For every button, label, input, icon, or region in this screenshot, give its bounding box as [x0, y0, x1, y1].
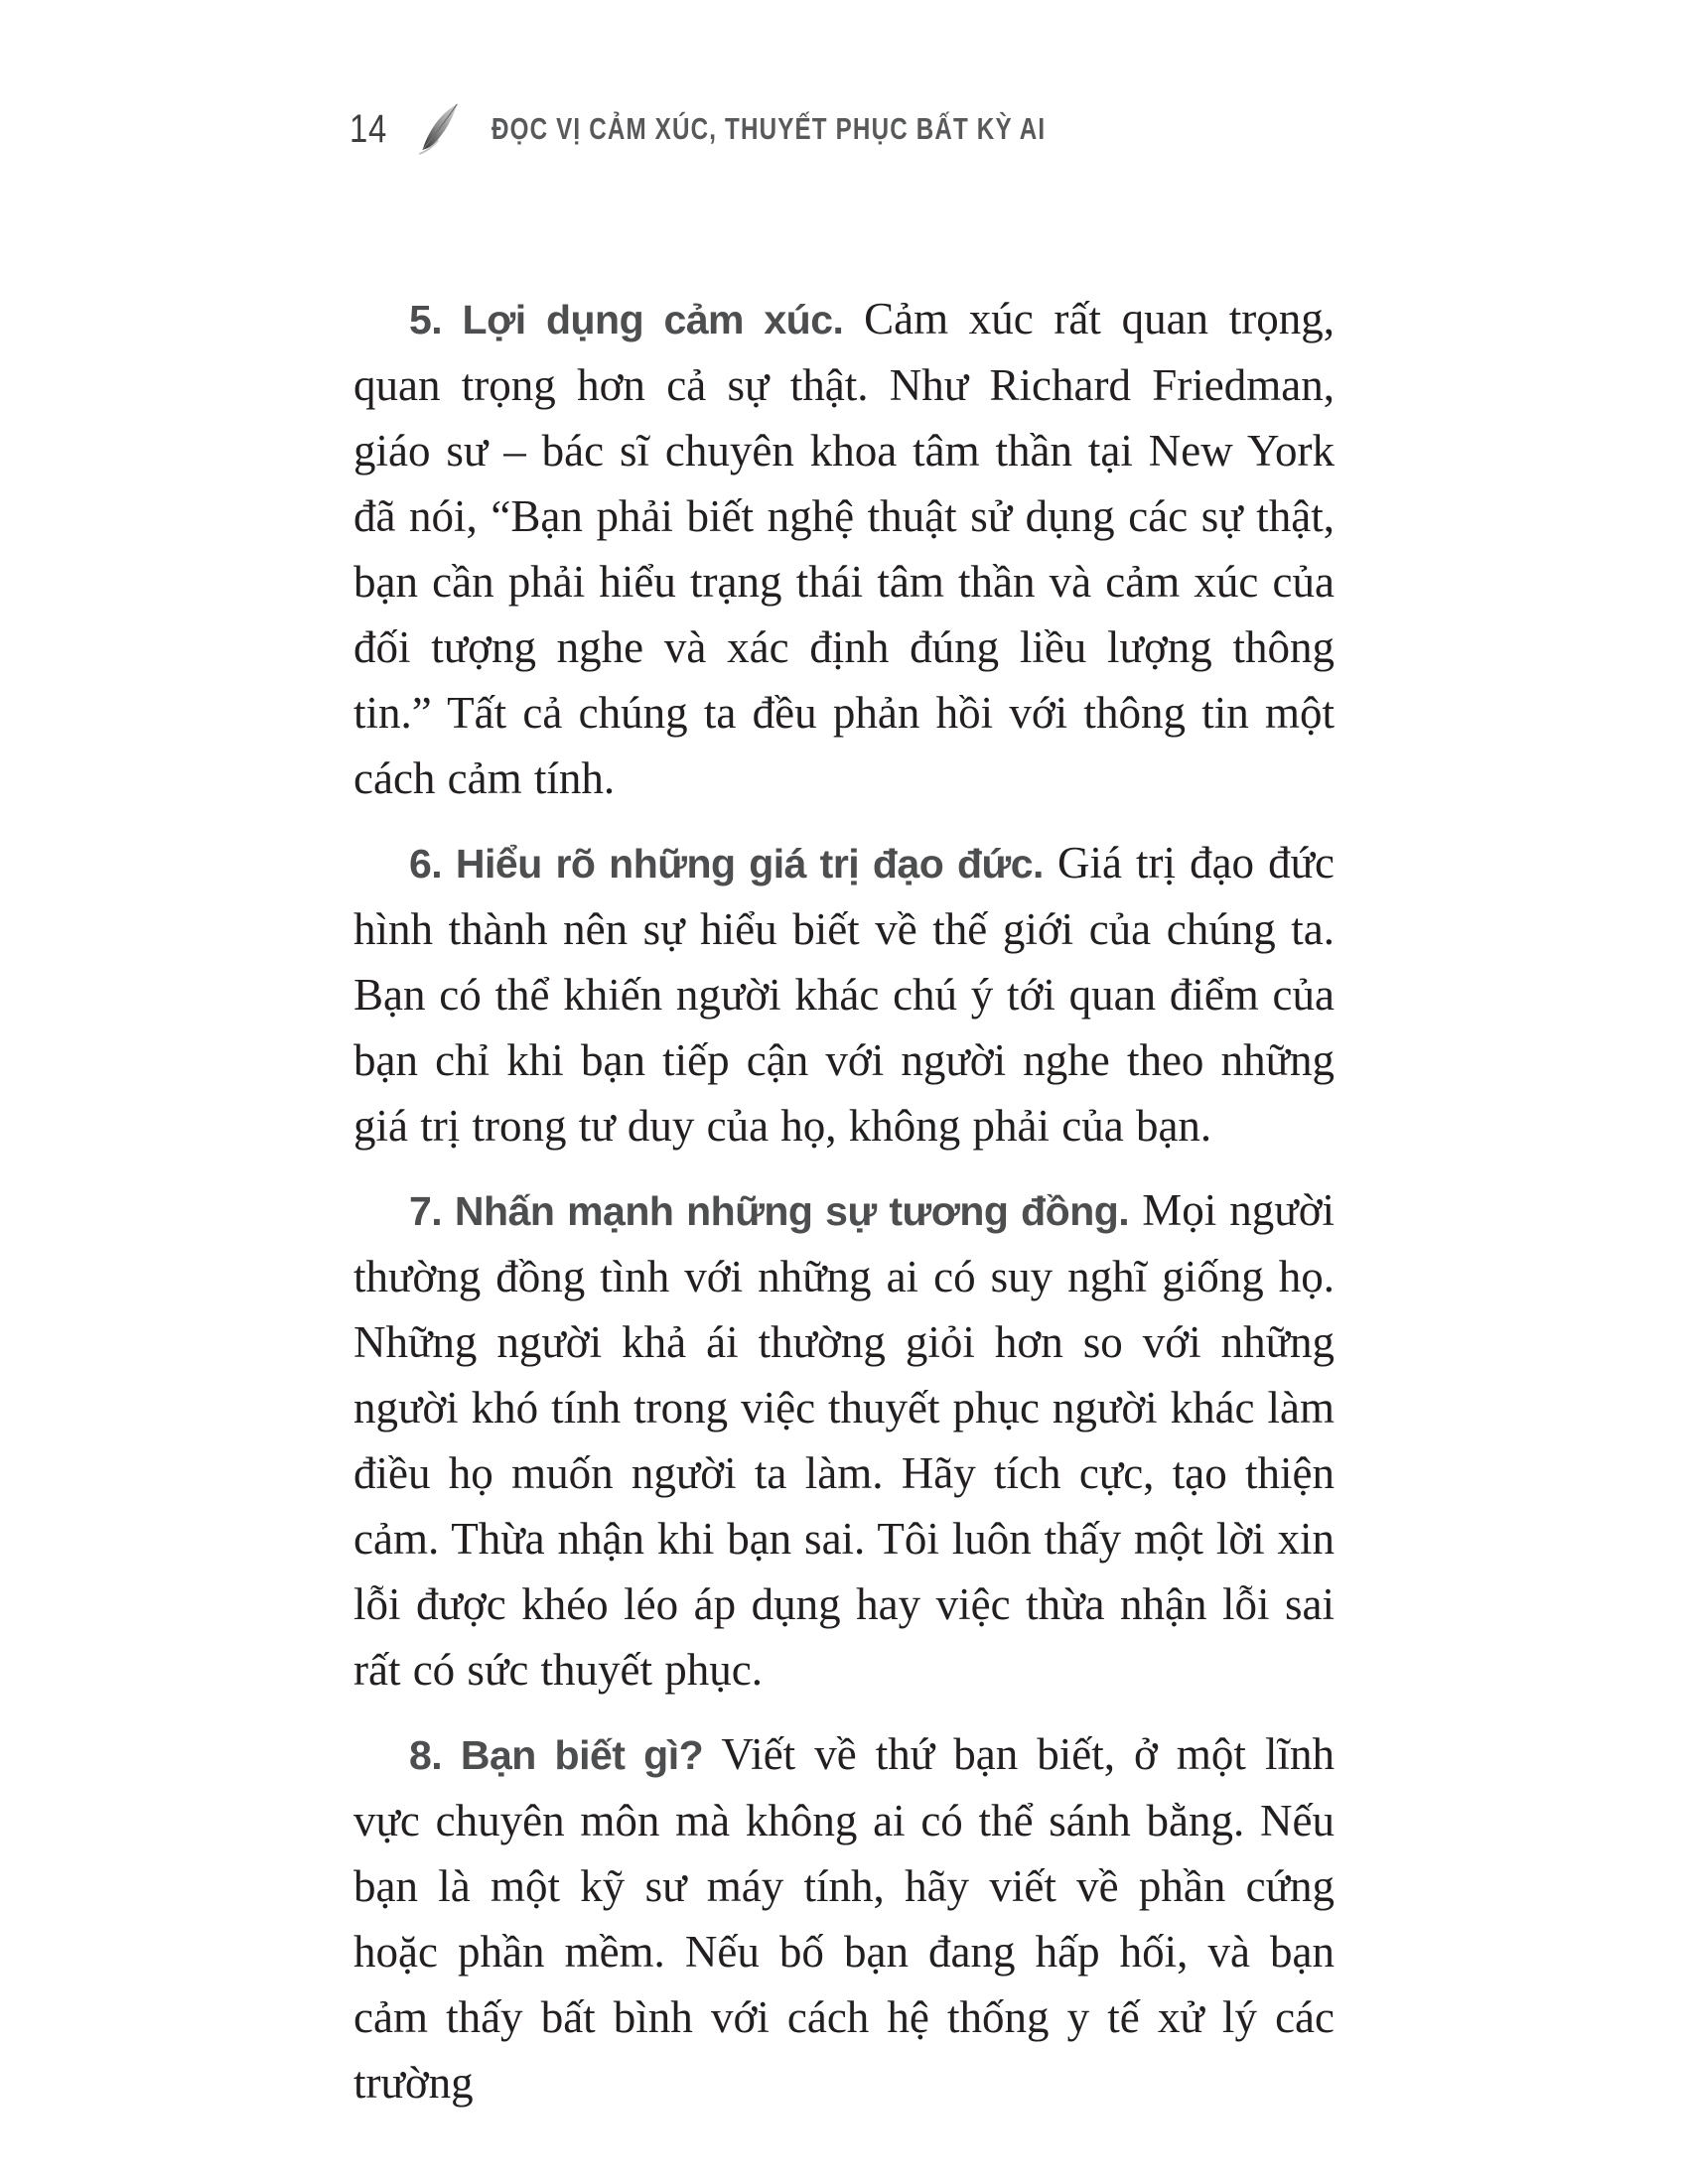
page-header	[350, 97, 1333, 161]
paragraph-7-text: Mọi người thường đồng tình với những ai có suy nghĩ giống họ. Những người khả ái thường giỏi hơn so với những người khó tính trong việc thuyết phục người khác làm điều họ muốn người ta làm. Hãy tích cực, tạo thiện cảm. Thừa nhận khi bạn sai. Tôi luôn thấy một lời xin lỗi được khéo léo áp dụng hay việc thừa nhận lỗi sai rất có sức thuyết phục.	[353, 1185, 1335, 1695]
paragraph-5-text: Cảm xúc rất quan trọng, quan trọng hơn cả sự thật. Như Richard Friedman, giáo sư – bác sĩ chuyên khoa tâm thần tại New York đã nói, “Bạn phải biết nghệ thuật sử dụng các sự thật, bạn cần phải hiểu trạng thái tâm thần và cảm xúc của đối tượng nghe và xác định đúng liều lượng thông tin.” Tất cả chúng ta đều phản hồi với thông tin một cách cảm tính.	[353, 294, 1335, 803]
page-number: 14	[350, 106, 388, 151]
paragraph-6-lead: 6. Hiểu rõ những giá trị đạo đức.	[409, 841, 1044, 887]
body-text-column	[353, 286, 1335, 2134]
paragraph-5	[353, 286, 1335, 811]
paragraph-8-text: Viết về thứ bạn biết, ở một lĩnh vực chuyên môn mà không ai có thể sánh bằng. Nếu bạn là một kỹ sư máy tính, hãy viết về phần cứng hoặc phần mềm. Nếu bố bạn đang hấp hối, và bạn cảm thấy bất bình với cách hệ thống y tế xử lý các trường	[353, 1729, 1335, 2108]
quill-feather-icon	[414, 101, 466, 157]
paragraph-6-text: Giá trị đạo đức hình thành nên sự hiểu biết về thế giới của chúng ta. Bạn có thể khiến người khác chú ý tới quan điểm của bạn chỉ khi bạn tiếp cận với người nghe theo những giá trị trong tư duy của họ, không phải của bạn.	[353, 838, 1335, 1151]
paragraph-7	[353, 1177, 1335, 1703]
paragraph-5-lead: 5. Lợi dụng cảm xúc.	[409, 297, 844, 342]
paragraph-6	[353, 830, 1335, 1159]
running-head-title: ĐỌC VỊ CẢM XÚC, THUYẾT PHỤC BẤT KỲ AI	[491, 111, 1046, 146]
paragraph-7-lead: 7. Nhấn mạnh những sự tương đồng.	[409, 1188, 1130, 1234]
paragraph-8-lead: 8. Bạn biết gì?	[409, 1732, 704, 1778]
paragraph-8	[353, 1721, 1335, 2116]
